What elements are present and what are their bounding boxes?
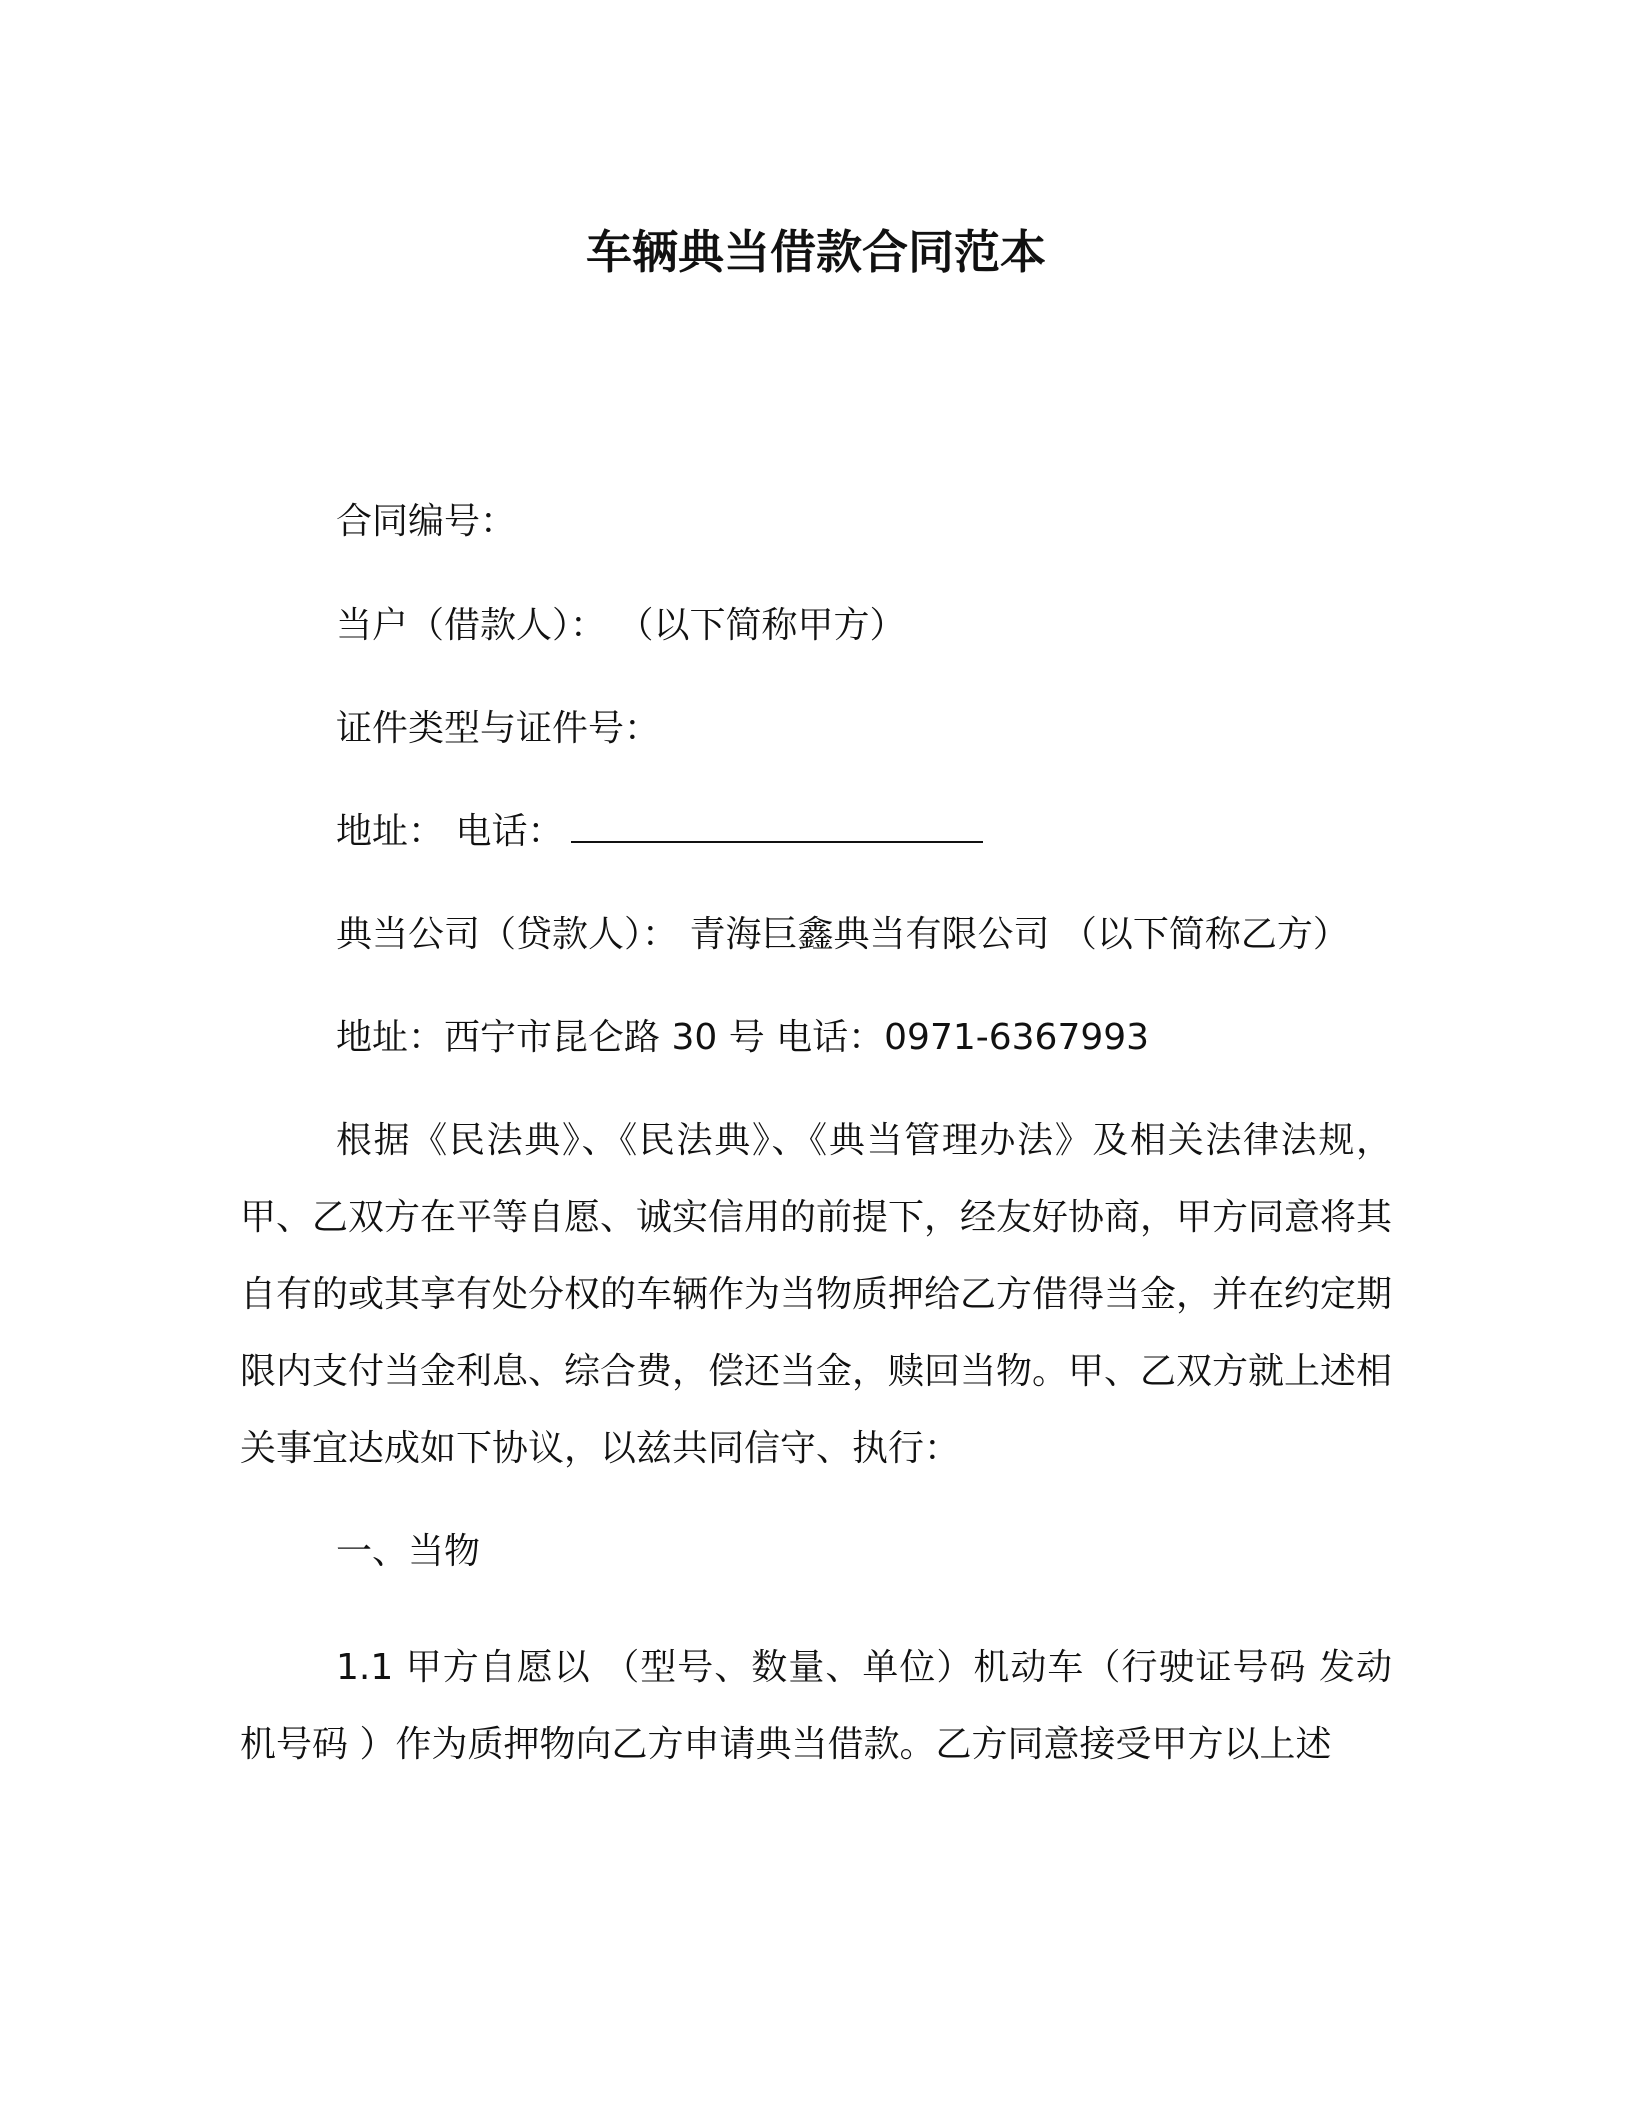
clause-1-1: 1.1 甲方自愿以 （型号、数量、单位）机动车（行驶证号码 发动机号码 ）作为质押物向乙方申请典当借款。乙方同意接受甲方以上述 — [240, 1647, 1392, 1765]
id-line: 证件类型与证件号： — [336, 708, 661, 749]
phone-blank-underline — [571, 811, 983, 843]
pawner-line: 当户（借款人）： （以下简称甲方） — [336, 605, 906, 646]
pawnshop-address-line: 地址：西宁市昆仑路 30 号 电话：0971-6367993 — [336, 1017, 1150, 1058]
section-1-heading: 一、当物 — [336, 1531, 481, 1572]
intro-paragraph: 根据《民法典》、《民法典》、《典当管理办法》及相关法律法规，甲、乙双方在平等自愿、诚实信用的前提下，经友好协商，甲方同意将其自有的或其享有处分权的车辆作为当物质押给乙方借得当金，并在约定期限内支付当金利息、综合费，偿还当金，赎回当物。甲、乙双方就上述相关事宜达成如下协议，以兹共同信守、执行： — [240, 1120, 1393, 1469]
address-phone-line — [336, 806, 983, 858]
document-title: 车辆典当借款合同范本 — [586, 225, 1046, 279]
contract-number-label: 合同编号： — [336, 501, 517, 542]
pawnshop-line: 典当公司（贷款人）： 青海巨鑫典当有限公司 （以下简称乙方） — [336, 914, 1349, 955]
address-phone-label: 地址： 电话： — [336, 811, 564, 852]
